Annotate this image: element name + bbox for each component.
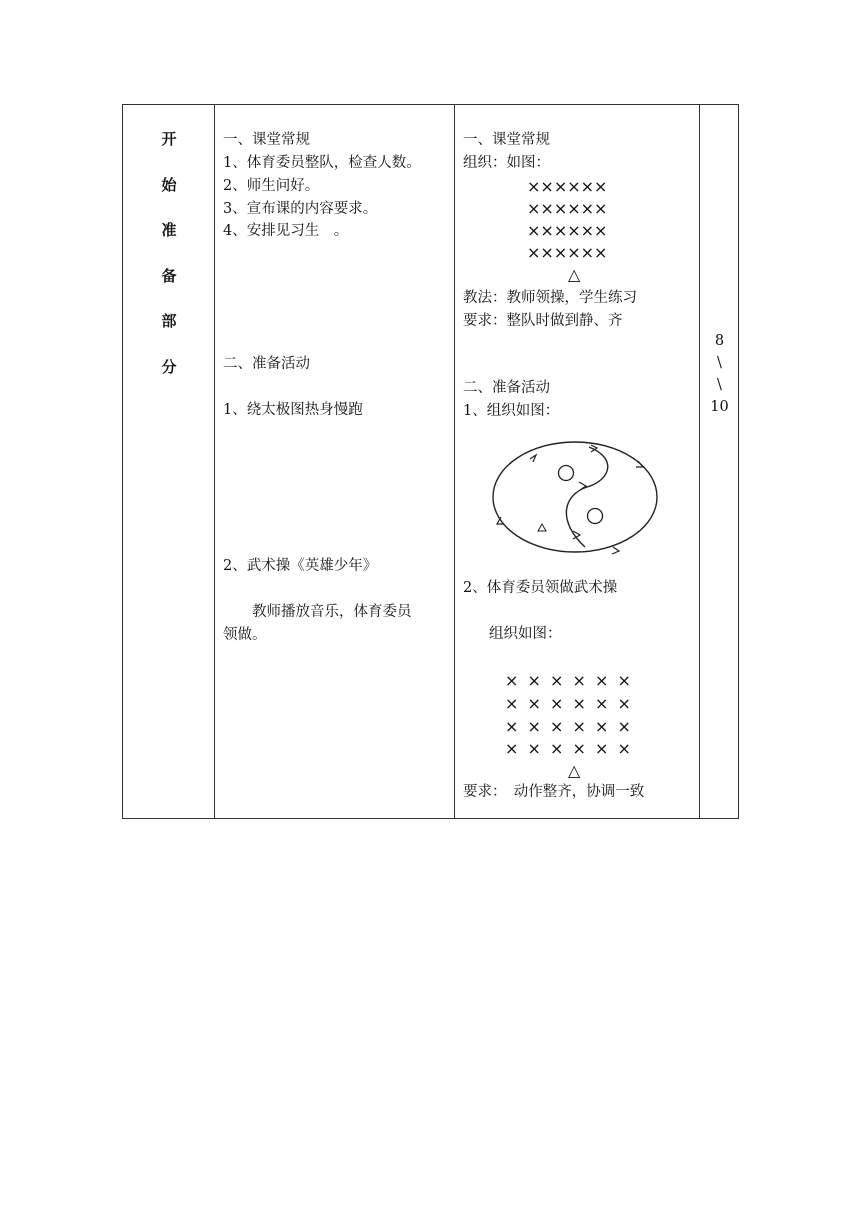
taiji-s-curve [566, 447, 607, 547]
time-separator: \ [717, 377, 722, 393]
taiji-diagram-icon [491, 439, 661, 557]
time-value: 8 [714, 333, 725, 349]
routine-item: 2、师生问好。 [223, 178, 320, 194]
drill-title: 2、体育委员领做武术操 [463, 580, 618, 596]
arrowhead [636, 461, 643, 467]
routine-item: 1、体育委员整队，检查人数。 [223, 155, 421, 171]
formation-row: ×××××× [527, 177, 608, 196]
section-char: 开 [161, 130, 177, 148]
org-warmup-heading: 二、准备活动 [463, 380, 550, 396]
time-separator: \ [717, 355, 722, 371]
arrowhead [579, 482, 586, 490]
warmup-desc: 教师播放音乐，体育委员 [223, 604, 412, 620]
drill-org-label: 组织如图： [489, 626, 562, 642]
drill-formation-row: × × × × × × [505, 739, 631, 758]
arrowhead [530, 455, 536, 462]
section-char: 备 [161, 266, 177, 285]
drill-formation-row: × × × × × × [505, 671, 631, 690]
method-text: 教法：教师领操，学生练习 [463, 290, 637, 306]
time-cell [700, 105, 739, 819]
drill-formation-row: × × × × × × [505, 694, 631, 713]
organization-cell [455, 105, 700, 819]
section-name [123, 129, 215, 402]
arrowhead [612, 547, 619, 554]
formation-row: ×××××× [527, 243, 608, 262]
drill-teacher-triangle-icon: △ [568, 761, 581, 780]
drill-requirement: 要求： 动作整齐，协调一致 [463, 784, 645, 800]
org-warmup-label: 1、组织如图： [463, 403, 560, 419]
section-char: 部 [161, 312, 177, 330]
taiji-circle-lower [588, 509, 603, 524]
section-char: 始 [161, 175, 177, 194]
routine-heading: 一、课堂常规 [223, 132, 310, 148]
org-routine-label: 组织：如图： [463, 155, 550, 171]
org-routine-heading: 一、课堂常规 [463, 132, 550, 148]
warmup-desc: 领做。 [223, 627, 267, 643]
drill-formation-row: × × × × × × [505, 717, 631, 736]
formation-row: ×××××× [527, 221, 608, 240]
content-cell [215, 105, 455, 819]
warmup-item: 1、绕太极图热身慢跑 [223, 402, 363, 418]
lesson-plan-table [122, 104, 739, 819]
routine-item: 4、安排见习生 。 [223, 223, 349, 239]
teacher-triangle-icon: △ [568, 265, 581, 284]
time-value: 10 [710, 399, 729, 415]
taiji-teacher-triangle [538, 524, 546, 531]
taiji-circle-upper [559, 466, 574, 481]
section-char: 准 [161, 221, 177, 239]
warmup-item: 2、武术操《英雄少年》 [223, 558, 378, 574]
routine-item: 3、宣布课的内容要求。 [223, 201, 378, 217]
section-char: 分 [161, 357, 177, 376]
formation-row: ×××××× [527, 199, 608, 218]
warmup-heading: 二、准备活动 [223, 356, 310, 372]
requirement-text: 要求：整队时做到静、齐 [463, 313, 623, 329]
section-name-cell [123, 105, 215, 819]
